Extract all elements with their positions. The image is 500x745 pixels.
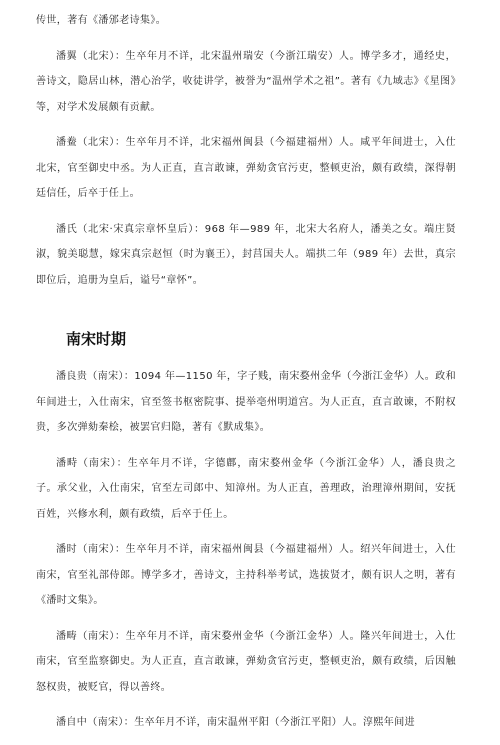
paragraph-pan-shi-empress: 潘氏（北宋·宋真宗章怀皇后）：968 年—989 年，北宋大名府人，潘美之女。端庄贤淑，貌美聪慧，嫁宋真宗赵恒（时为襄王），封莒国夫人。端拱二年（989 年）去世，真宗即位后，追册为皇后，谥号“章怀”。: [36, 223, 456, 286]
section-heading: 南宋时期: [66, 330, 127, 348]
document-page: [36, 8, 456, 736]
paragraph-pan-zizhong: 潘自中（南宋）：生卒年月不详，南宋温州平阳（今浙江平阳）人。淳熙年间进: [56, 717, 415, 728]
paragraph-pan-xiang: 潘鲞（北宋）：生卒年月不详，北宋福州闽县（今福建福州）人。咸平年间进士，入仕北宋，官至御史中丞。为人正直，直言敢谏，弹劾贪官污吏，整顿吏治，颇有政绩，深得朝廷信任，后卒于任上。: [36, 137, 456, 199]
paragraph-pan-chou-1: 潘畤（南宋）：生卒年月不详，字德鄜，南宋婺州金华（今浙江金华）人，潘良贵之子。承父业，入仕南宋，官至左司郎中、知漳州。为人正直，善理政，治理漳州期间，安抚百姓，兴修水利，颇有政绩，后卒于任上。: [36, 457, 456, 520]
paragraph-pan-yi: 潘翼（北宋）：生卒年月不详，北宋温州瑞安（今浙江瑞安）人。博学多才，通经史，善诗文，隐居山林，潜心治学，收徒讲学，被誉为“温州学术之祖”。著有《九域志》《星图》等，对学术发展颇有贡献。: [36, 50, 456, 113]
paragraph-pan-lianggui: 潘良贵（南宋）：1094 年—1150 年，字子贱，南宋婺州金华（今浙江金华）人。政和年间进士，入仕南宋，官至签书枢密院事、提举亳州明道宫。为人正直，直言敢谏，不附权贵，多次弹劾秦桧，被罢官归隐，著有《默成集》。: [36, 371, 456, 433]
paragraph-continuation: 传世，著有《潘邠老诗集》。: [36, 15, 167, 26]
paragraph-pan-shi: 潘时（南宋）：生卒年月不详，南宋福州闽县（今福建福州）人。绍兴年间进士，入仕南宋，官至礼部侍郎。博学多才，善诗文，主持科举考试，选拔贤才，颇有识人之明，著有《潘时文集》。: [36, 544, 456, 606]
paragraph-pan-chou-2: 潘畴（南宋）：生卒年月不详，南宋婺州金华（今浙江金华）人。隆兴年间进士，入仕南宋，官至监察御史。为人正直，直言敢谏，弹劾贪官污吏，整顿吏治，颇有政绩，后因触怒权贵，被贬官，得以善终。: [36, 630, 456, 693]
